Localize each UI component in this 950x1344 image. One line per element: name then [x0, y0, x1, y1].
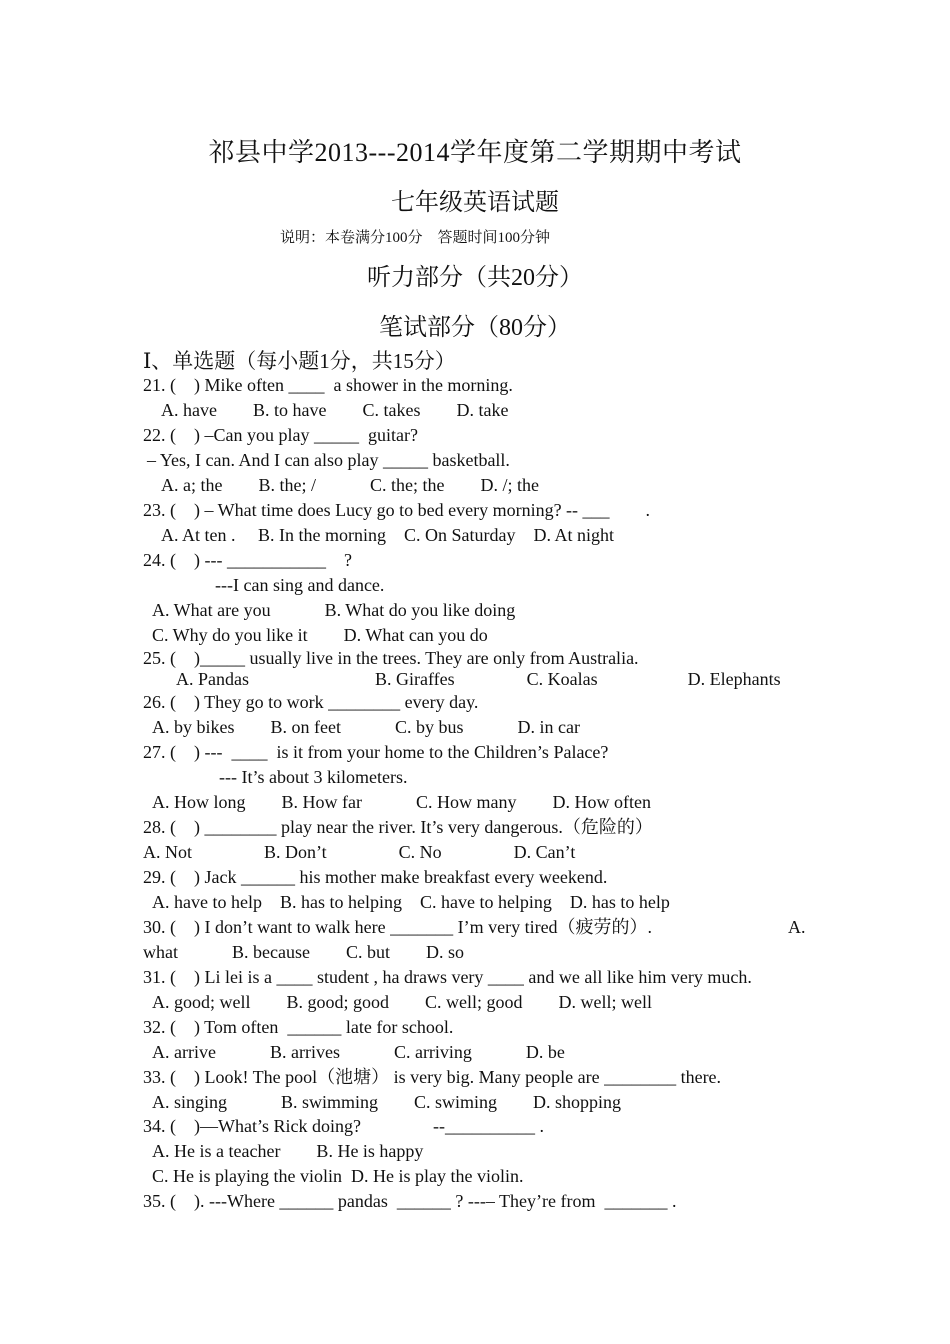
- section-writing: 笔试部分（80分）: [379, 315, 571, 341]
- question-line: A. good; well B. good; good C. well; good D. well; well: [152, 992, 652, 1012]
- question-line: A. How long B. How far C. How many D. How often: [152, 792, 651, 812]
- question-line: 23. ( ) – What time does Lucy go to bed every morning? -- ___ .: [143, 500, 651, 520]
- question-line: --- It’s about 3 kilometers.: [219, 767, 408, 787]
- question-line: A. have to help B. has to helping C. have to helping D. has to help: [152, 892, 670, 912]
- question-line: C. Why do you like it D. What can you do: [152, 625, 488, 645]
- exam-note: 说明：本卷满分100分 答题时间100分钟: [280, 230, 551, 246]
- question-line: 24. ( ) --- ___________ ?: [143, 550, 352, 570]
- question-line: A.: [788, 917, 806, 937]
- exam-subtitle: 七年级英语试题: [391, 190, 559, 216]
- question-line: 30. ( ) I don’t want to walk here _______ I’m very tired（疲劳的）.: [143, 917, 653, 937]
- question-line: what B. because C. but D. so: [143, 942, 464, 962]
- question-line: A. What are you B. What do you like doing: [152, 600, 516, 620]
- question-line: A. Pandas B. Giraffes C. Koalas D. Elephants: [176, 669, 781, 689]
- question-line: 22. ( ) –Can you play _____ guitar?: [143, 425, 418, 445]
- question-line: C. He is playing the violin D. He is play the violin.: [152, 1166, 524, 1186]
- question-line: 31. ( ) Li lei is a ____ student , ha draws very ____ and we all like him very much.: [143, 967, 752, 987]
- question-line: A. a; the B. the; / C. the; the D. /; the: [161, 475, 539, 495]
- part-heading: Ⅰ、单选题（每小题1分，共15分）: [143, 349, 456, 373]
- question-line: A. arrive B. arrives C. arriving D. be: [152, 1042, 565, 1062]
- section-listening: 听力部分（共20分）: [367, 265, 583, 291]
- question-line: ---I can sing and dance.: [215, 575, 385, 595]
- question-line: A. have B. to have C. takes D. take: [161, 400, 509, 420]
- question-line: A. singing B. swimming C. swiming D. shopping: [152, 1092, 622, 1112]
- question-line: 27. ( ) --- ____ is it from your home to the Children’s Palace?: [143, 742, 609, 762]
- exam-title: 祁县中学2013---2014学年度第二学期期中考试: [208, 138, 742, 167]
- question-line: A. Not B. Don’t C. No D. Can’t: [143, 842, 576, 862]
- question-line: 25. ( )_____ usually live in the trees. They are only from Australia.: [143, 648, 639, 668]
- question-line: A. He is a teacher B. He is happy: [152, 1141, 424, 1161]
- question-line: A. by bikes B. on feet C. by bus D. in car: [152, 717, 580, 737]
- question-line: 35. ( ). ---Where ______ pandas ______ ? ---– They’re from _______ .: [143, 1191, 677, 1211]
- question-line: – Yes, I can. And I can also play _____ basketball.: [147, 450, 510, 470]
- question-line: 33. ( ) Look! The pool（池塘） is very big. Many people are ________ there.: [143, 1067, 722, 1087]
- question-line: 32. ( ) Tom often ______ late for school.: [143, 1017, 454, 1037]
- question-line: 29. ( ) Jack ______ his mother make breakfast every weekend.: [143, 867, 608, 887]
- question-line: A. At ten . B. In the morning C. On Saturday D. At night: [161, 525, 614, 545]
- question-line: 34. ( )—What’s Rick doing? --__________ .: [143, 1116, 544, 1136]
- question-line: 26. ( ) They go to work ________ every day.: [143, 692, 479, 712]
- question-line: 28. ( ) ________ play near the river. It’s very dangerous.（危险的）: [143, 817, 653, 837]
- question-line: 21. ( ) Mike often ____ a shower in the morning.: [143, 375, 513, 395]
